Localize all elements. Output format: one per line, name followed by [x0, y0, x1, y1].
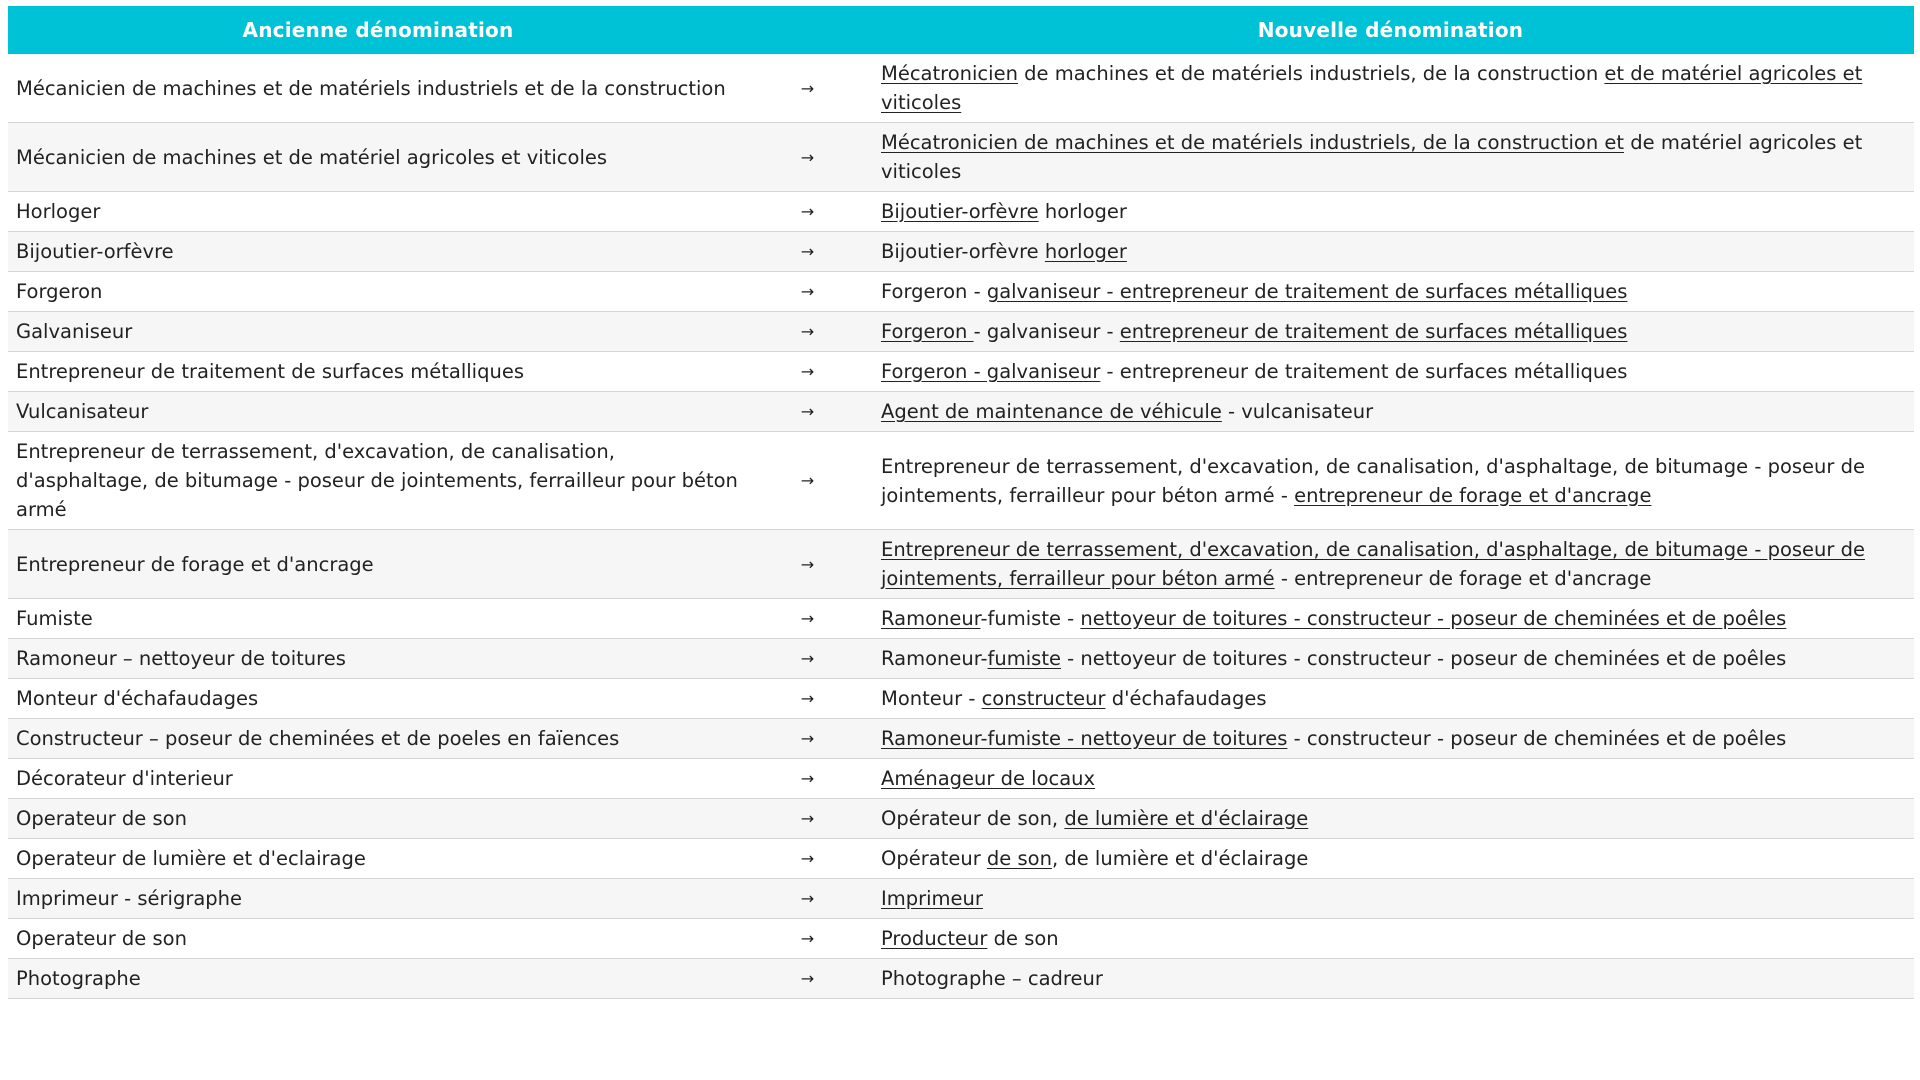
arrow-right-icon: →	[748, 959, 867, 999]
table-row	[8, 192, 1914, 232]
text-segment: Bijoutier-orfèvre	[881, 240, 1045, 263]
arrow-right-icon: →	[748, 599, 867, 639]
old-name-cell: Forgeron	[8, 272, 748, 312]
renaming-table-container	[8, 6, 1914, 999]
old-name-cell: Décorateur d'interieur	[8, 759, 748, 799]
arrow-right-icon: →	[748, 54, 867, 123]
old-name-cell: Fumiste	[8, 599, 748, 639]
new-name-cell	[867, 54, 1914, 123]
text-segment: Photographe – cadreur	[881, 967, 1103, 990]
text-segment: de machines et de matériels industriels, de la construction	[1017, 62, 1605, 85]
text-segment: Forgeron -	[881, 280, 987, 303]
changed-text-segment: Imprimeur	[881, 887, 983, 910]
arrow-right-icon: →	[748, 759, 867, 799]
new-name-cell	[867, 312, 1914, 352]
new-name-cell	[867, 272, 1914, 312]
new-name-cell	[867, 879, 1914, 919]
arrow-right-icon: →	[748, 272, 867, 312]
old-name-cell: Imprimeur - sérigraphe	[8, 879, 748, 919]
new-name-cell	[867, 192, 1914, 232]
header-new-name: Nouvelle dénomination	[867, 6, 1914, 54]
renaming-table	[8, 6, 1914, 999]
changed-text-segment: Agent de maintenance de véhicule	[881, 400, 1222, 423]
text-segment: -fumiste -	[980, 607, 1081, 630]
changed-text-segment: de son	[986, 847, 1052, 870]
changed-text-segment: Mécatronicien de machines et de matériels industriels, de la construction et	[881, 131, 1625, 154]
text-segment: , de lumière et d'éclairage	[1051, 847, 1309, 870]
table-row	[8, 392, 1914, 432]
old-name-cell: Galvaniseur	[8, 312, 748, 352]
arrow-right-icon: →	[748, 392, 867, 432]
changed-text-segment: Ramoneur-fumiste - nettoyeur de toitures	[881, 727, 1288, 750]
text-segment: Ramoneur-	[881, 647, 988, 670]
changed-text-segment: Producteur	[881, 927, 988, 950]
arrow-right-icon: →	[748, 530, 867, 599]
old-name-cell: Operateur de lumière et d'eclairage	[8, 839, 748, 879]
table-row	[8, 312, 1914, 352]
new-name-cell	[867, 599, 1914, 639]
table-body	[8, 54, 1914, 999]
old-name-cell: Monteur d'échafaudages	[8, 679, 748, 719]
table-row	[8, 599, 1914, 639]
table-row	[8, 272, 1914, 312]
text-segment: de matériel agricoles et viticoles	[881, 131, 1863, 183]
changed-text-segment: Ramoneur	[881, 607, 981, 630]
changed-text-segment: constructeur	[981, 687, 1106, 710]
table-row	[8, 232, 1914, 272]
text-segment: - galvaniseur -	[973, 320, 1120, 343]
text-segment: horloger	[1038, 200, 1127, 223]
table-row	[8, 759, 1914, 799]
table-row	[8, 432, 1914, 530]
table-row	[8, 879, 1914, 919]
new-name-cell	[867, 719, 1914, 759]
new-name-cell	[867, 959, 1914, 999]
table-row	[8, 679, 1914, 719]
table-row	[8, 719, 1914, 759]
text-segment: Opérateur	[881, 847, 987, 870]
arrow-right-icon: →	[748, 432, 867, 530]
changed-text-segment: Bijoutier-orfèvre	[881, 200, 1039, 223]
new-name-cell	[867, 799, 1914, 839]
table-row	[8, 799, 1914, 839]
text-segment: d'échafaudages	[1105, 687, 1267, 710]
text-segment: - nettoyeur de toitures - constructeur - poseur de cheminées et de poêles	[1060, 647, 1787, 670]
new-name-cell	[867, 759, 1914, 799]
text-segment: - constructeur - poseur de cheminées et de poêles	[1287, 727, 1787, 750]
arrow-right-icon: →	[748, 352, 867, 392]
table-row	[8, 639, 1914, 679]
new-name-cell	[867, 352, 1914, 392]
old-name-cell: Mécanicien de machines et de matériels industriels et de la construction	[8, 54, 748, 123]
new-name-cell	[867, 530, 1914, 599]
old-name-cell: Photographe	[8, 959, 748, 999]
new-name-cell	[867, 919, 1914, 959]
new-name-cell	[867, 232, 1914, 272]
changed-text-segment: Forgeron	[881, 320, 974, 343]
arrow-right-icon: →	[748, 639, 867, 679]
old-name-cell: Horloger	[8, 192, 748, 232]
text-segment: - vulcanisateur	[1221, 400, 1374, 423]
arrow-right-icon: →	[748, 879, 867, 919]
table-row	[8, 530, 1914, 599]
text-segment: Opérateur de son,	[881, 807, 1065, 830]
arrow-right-icon: →	[748, 799, 867, 839]
old-name-cell: Vulcanisateur	[8, 392, 748, 432]
arrow-right-icon: →	[748, 192, 867, 232]
new-name-cell	[867, 432, 1914, 530]
changed-text-segment: galvaniseur - entrepreneur de traitement de surfaces métalliques	[986, 280, 1628, 303]
text-segment: - entrepreneur de forage et d'ancrage	[1274, 567, 1652, 590]
changed-text-segment: et de matériel agricoles et viticoles	[881, 62, 1863, 114]
changed-text-segment: nettoyeur de toitures - constructeur - poseur de cheminées et de poêles	[1080, 607, 1787, 630]
arrow-right-icon: →	[748, 232, 867, 272]
table-header	[8, 6, 1914, 54]
table-row	[8, 352, 1914, 392]
old-name-cell: Operateur de son	[8, 799, 748, 839]
arrow-right-icon: →	[748, 123, 867, 192]
changed-text-segment: Forgeron - galvaniseur	[881, 360, 1101, 383]
text-segment: - entrepreneur de traitement de surfaces métalliques	[1100, 360, 1628, 383]
arrow-right-icon: →	[748, 679, 867, 719]
old-name-cell: Bijoutier-orfèvre	[8, 232, 748, 272]
new-name-cell	[867, 679, 1914, 719]
new-name-cell	[867, 392, 1914, 432]
old-name-cell: Entrepreneur de terrassement, d'excavation, de canalisation, d'asphaltage, de bitumage - poseur de jointements, ferrailleur pour béton armé	[8, 432, 748, 530]
header-old-name: Ancienne dénomination	[8, 6, 748, 54]
changed-text-segment: Mécatronicien	[881, 62, 1018, 85]
changed-text-segment: fumiste	[987, 647, 1061, 670]
old-name-cell: Entrepreneur de forage et d'ancrage	[8, 530, 748, 599]
old-name-cell: Ramoneur – nettoyeur de toitures	[8, 639, 748, 679]
changed-text-segment: entrepreneur de forage et d'ancrage	[1294, 483, 1652, 507]
old-name-cell: Constructeur – poseur de cheminées et de poeles en faïences	[8, 719, 748, 759]
new-name-cell	[867, 639, 1914, 679]
arrow-right-icon: →	[748, 312, 867, 352]
text-segment: Entrepreneur de terrassement, d'excavation, de canalisation, d'asphaltage, de bitumage - poseur de jointements, ferrailleur pour béton armé -	[881, 454, 1865, 507]
table-row	[8, 919, 1914, 959]
header-row	[8, 6, 1914, 54]
new-name-cell	[867, 123, 1914, 192]
text-segment: Monteur -	[881, 687, 982, 710]
arrow-right-icon: →	[748, 919, 867, 959]
changed-text-segment: horloger	[1044, 240, 1127, 263]
header-arrow-spacer	[748, 6, 867, 54]
table-row	[8, 123, 1914, 192]
text-segment: de son	[987, 927, 1059, 950]
arrow-right-icon: →	[748, 839, 867, 879]
changed-text-segment: de lumière et d'éclairage	[1064, 807, 1309, 830]
table-row	[8, 839, 1914, 879]
old-name-cell: Operateur de son	[8, 919, 748, 959]
table-row	[8, 54, 1914, 123]
changed-text-segment: Entrepreneur de terrassement, d'excavation, de canalisation, d'asphaltage, de bitumage - poseur de jointements, ferrailleur pour béton armé	[881, 538, 1865, 590]
old-name-cell: Entrepreneur de traitement de surfaces métalliques	[8, 352, 748, 392]
arrow-right-icon: →	[748, 719, 867, 759]
table-row	[8, 959, 1914, 999]
new-name-cell	[867, 839, 1914, 879]
changed-text-segment: Aménageur de locaux	[881, 767, 1096, 790]
old-name-cell: Mécanicien de machines et de matériel agricoles et viticoles	[8, 123, 748, 192]
changed-text-segment: entrepreneur de traitement de surfaces métalliques	[1119, 320, 1628, 343]
